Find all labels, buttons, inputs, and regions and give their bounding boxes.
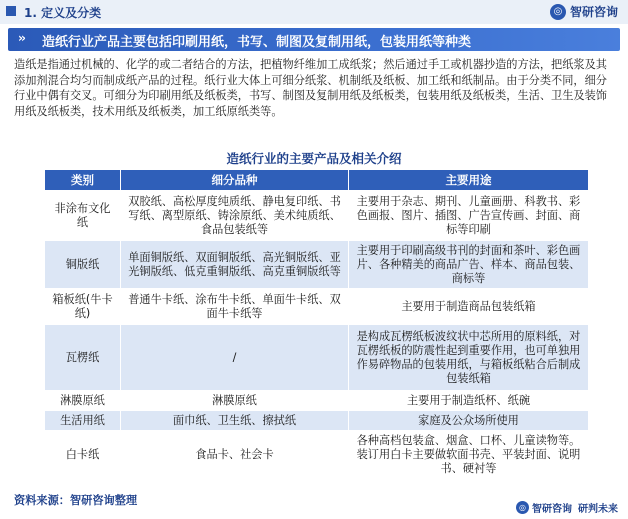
- table-row: [45, 391, 589, 411]
- section-header-bar: [0, 0, 628, 24]
- cell-category: 箱板纸(牛卡纸): [45, 289, 121, 325]
- cell-varieties: 食品卡、社会卡: [121, 431, 349, 479]
- cell-varieties: 普通牛卡纸、涂布牛卡纸、单面牛卡纸、双面牛卡纸等: [121, 289, 349, 325]
- cell-varieties: /: [121, 325, 349, 391]
- section-marker-icon: [6, 6, 16, 16]
- cell-usage: 主要用于制造纸杯、纸碗: [349, 391, 589, 411]
- table-title: 造纸行业的主要产品及相关介绍: [226, 151, 402, 166]
- header-category: 类别: [45, 170, 121, 191]
- brand-logo: [550, 3, 618, 20]
- cell-usage: 主要用于制造商品包装纸箱: [349, 289, 589, 325]
- brand-name: 智研咨询: [569, 5, 618, 19]
- brand-logo-icon: ◎: [516, 501, 529, 514]
- footer-slogan: 研判未来: [578, 504, 618, 515]
- section-label: 1. 定义及分类: [24, 6, 102, 20]
- cell-usage: 主要用于杂志、期刊、儿童画册、科教书、彩色画报、图片、插图、广告宣传画、封面、商标等印刷: [349, 191, 589, 241]
- product-table: [44, 169, 589, 479]
- cell-usage: 是构成瓦楞纸板波纹状中芯所用的原料纸，对瓦楞纸板的防震性起到重要作用，也可单独用作易碎物品的包装用纸，与箱板纸粘合后制成包装纸箱: [349, 325, 589, 391]
- cell-category: 铜版纸: [45, 241, 121, 289]
- cell-varieties: 单面铜版纸、双面铜版纸、高光铜版纸、亚光铜版纸、低克重铜版纸、高克重铜版纸等: [121, 241, 349, 289]
- source-note: 资料来源：智研咨询整理: [14, 494, 138, 507]
- cell-usage: 各种高档包装盒、烟盒、口杯、儿童读物等。装订用白卡主要做软面书壳、平装封面、说明书、硬衬等: [349, 431, 589, 479]
- intro-paragraph: 造纸是指通过机械的、化学的或二者结合的方法，把植物纤维加工成纸浆；然后通过手工或机器抄造的方法，把纸浆及其添加剂混合均匀而制成纸产品的过程。纸行业大体上可细分纸浆、机制纸及纸板、加工纸和纸制品。由于分类不同，细分行业中偶有交叉。可细分为印刷用纸及纸板类，书写、制图及复制用纸及纸板类，包装用纸及纸板类，生活、卫生及装饰用纸及纸板类，技术用纸及纸板类，加工纸原纸类等。: [14, 58, 607, 118]
- table-row: [45, 411, 589, 431]
- table-row: [45, 289, 589, 325]
- cell-varieties: 面巾纸、卫生纸、擦拭纸: [121, 411, 349, 431]
- brand-logo-icon: ◎: [550, 4, 566, 20]
- footer-brand-name: 智研咨询: [532, 504, 572, 515]
- table-row: [45, 431, 589, 479]
- cell-category: 生活用纸: [45, 411, 121, 431]
- table-header-row: [45, 170, 589, 191]
- cell-category: 瓦楞纸: [45, 325, 121, 391]
- cell-category: 淋膜原纸: [45, 391, 121, 411]
- footer-brand: [516, 500, 618, 515]
- header-varieties: 细分品种: [121, 170, 349, 191]
- cell-varieties: 双胶纸、高松厚度纯质纸、静电复印纸、书写纸、离型原纸、铸涂原纸、美术纯质纸、食品包装纸等: [121, 191, 349, 241]
- table-row: [45, 241, 589, 289]
- table-row: [45, 325, 589, 391]
- cell-usage: 家庭及公众场所使用: [349, 411, 589, 431]
- double-chevron-icon: ››: [18, 31, 24, 45]
- title-banner: [8, 28, 620, 51]
- cell-usage: 主要用于印刷高级书刊的封面和茶叶、彩色画片、各种精美的商品广告、样本、商品包装、商标等: [349, 241, 589, 289]
- cell-category: 白卡纸: [45, 431, 121, 479]
- cell-category: 非涂布文化纸: [45, 191, 121, 241]
- table-row: [45, 191, 589, 241]
- banner-title: 造纸行业产品主要包括印刷用纸，书写、制图及复制用纸，包装用纸等种类: [42, 35, 472, 50]
- cell-varieties: 淋膜原纸: [121, 391, 349, 411]
- header-usage: 主要用途: [349, 170, 589, 191]
